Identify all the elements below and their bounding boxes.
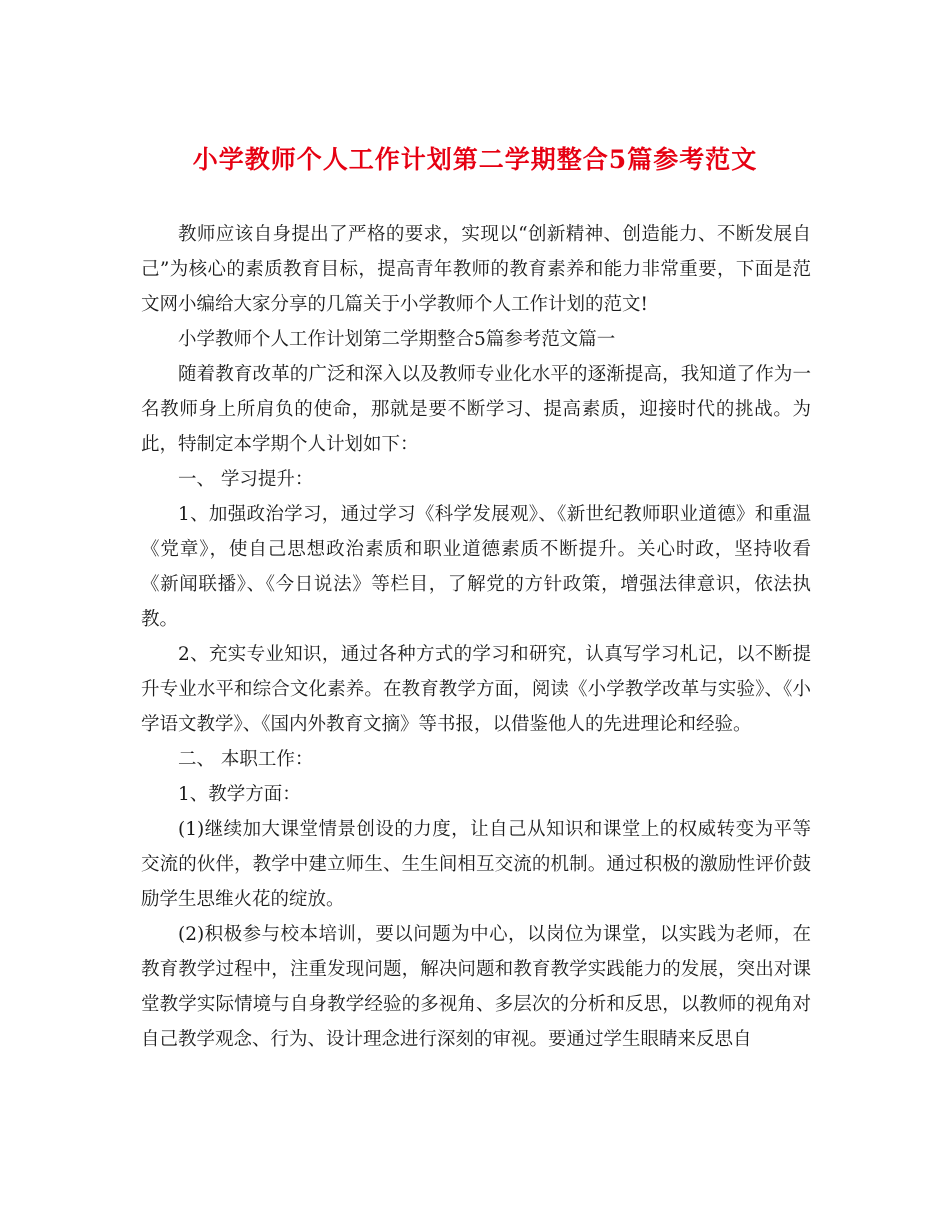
heading-teaching: 1、教学方面： — [178, 784, 301, 805]
paragraph-political-study: 1、加强政治学习，通过学习《科学发展观》、《新世纪教师职业道德》和重温《党章》，使自己思想政治素质和职业道德素质不断提升。关心时政，坚持收看《新闻联播》、《今日说法》等栏目，了解党的方针政策，增强法律意识，依法执教。 — [141, 504, 811, 630]
heading-duties: 二、 本职工作： — [178, 749, 314, 770]
document-title: 小学教师个人工作计划第二学期整合5篇参考范文 — [192, 145, 758, 174]
paragraph-preface: 随着教育改革的广泛和深入以及教师专业化水平的逐渐提高，我知道了作为一名教师身上所肩负的使命，那就是要不断学习、提高素质，迎接时代的挑战。为此，特制定本学期个人计划如下： — [141, 364, 811, 455]
paragraph-teaching-2: (2)积极参与校本培训，要以问题为中心，以岗位为课堂，以实践为老师，在教育教学过程中，注重发现问题，解决问题和教育教学实践能力的发展，突出对课堂教学实际情境与自身教学经验的多视角、多层次的分析和反思，以教师的视角对自己教学观念、行为、设计理念进行深刻的审视。要通过学生眼睛来反思自 — [141, 924, 811, 1050]
heading-learning: 一、 学习提升： — [178, 469, 314, 490]
paragraph-subtitle: 小学教师个人工作计划第二学期整合5篇参考范文篇一 — [178, 329, 616, 350]
paragraph-intro: 教师应该自身提出了严格的要求，实现以“创新精神、创造能力、不断发展自己”为核心的素质教育目标，提高青年教师的教育素养和能力非常重要，下面是范文网小编给大家分享的几篇关于小学教师个人工作计划的范文! — [141, 224, 811, 315]
paragraph-professional-knowledge: 2、充实专业知识，通过各种方式的学习和研究，认真写学习札记，以不断提升专业水平和综合文化素养。在教育教学方面，阅读《小学教学改革与实验》、《小学语文教学》、《国内外教育文摘》等书报，以借鉴他人的先进理论和经验。 — [141, 644, 811, 735]
document-body — [141, 217, 811, 1057]
paragraph-teaching-1: (1)继续加大课堂情景创设的力度，让自己从知识和课堂上的权威转变为平等交流的伙伴，教学中建立师生、生生间相互交流的机制。通过积极的激励性评价鼓励学生思维火花的绽放。 — [141, 819, 811, 910]
